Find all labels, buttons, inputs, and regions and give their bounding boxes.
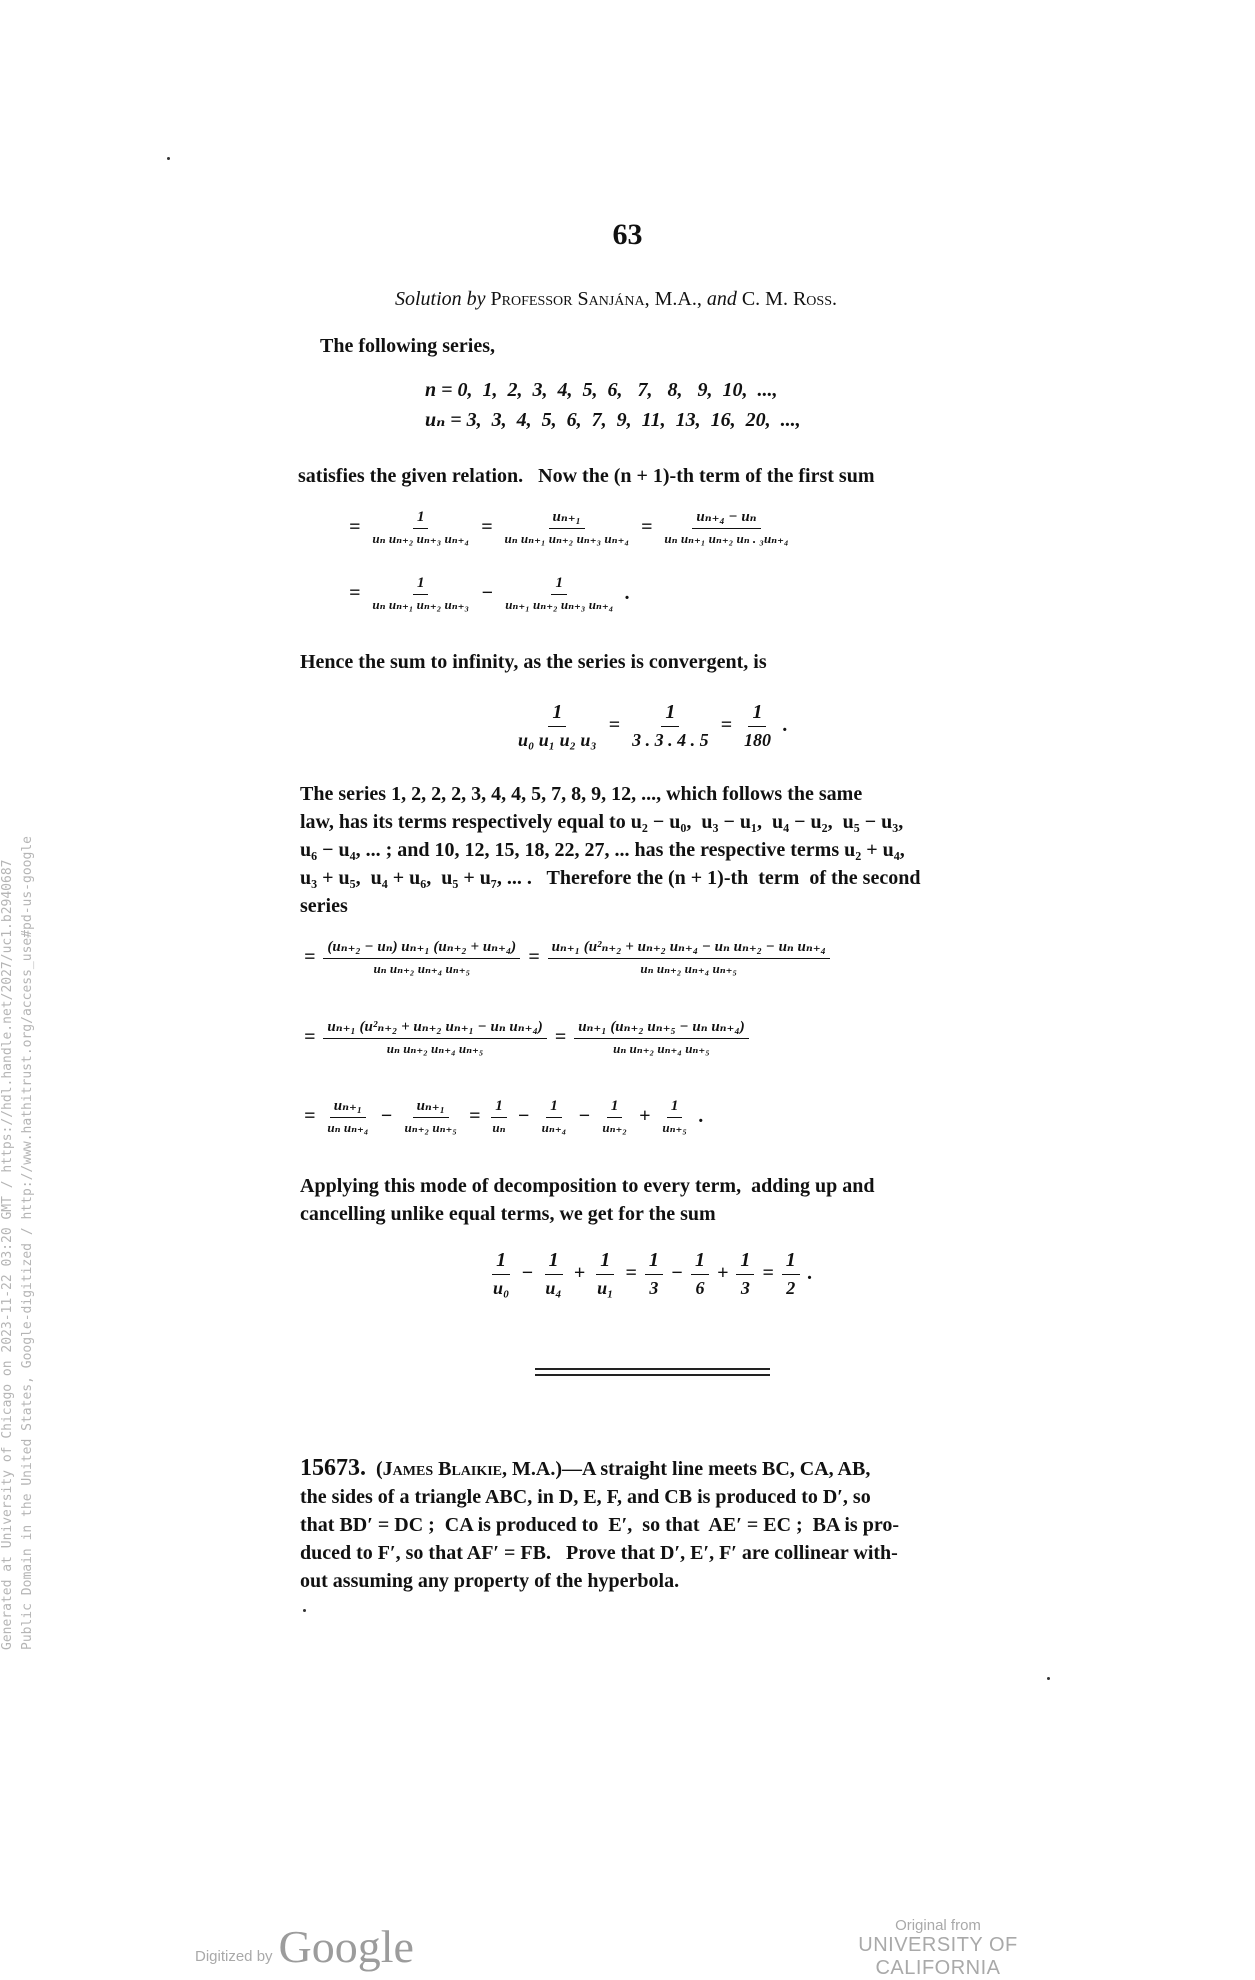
eq2-fraction-3: $\frac{1}{180}$ [743, 701, 771, 750]
paragraph-4-line: Applying this mode of decomposition to every term, adding up and [300, 1175, 875, 1197]
eq4-fraction-f: $\frac{1}{3}$ [736, 1248, 754, 1299]
digitized-by-google [195, 1920, 414, 1973]
paragraph-3-line: law, has its terms respectively equal to u₂ − u₀, u₃ − u₁, u₄ − u₂, u₅ − u₃, [300, 811, 904, 833]
paragraph-4-line: cancelling unlike equal terms, we get for the sum [300, 1203, 716, 1225]
eq3-fraction-c: $\frac{\text{uₙ₊₁ (u²ₙ₊₂ + uₙ₊₂ uₙ₊₁ − uₙ uₙ₊₄)}}{\text{uₙ uₙ₊₂ uₙ₊₄ uₙ₊₅}}$ [323, 1018, 546, 1057]
eq3-fraction-g: $\frac{1}{\text{uₙ}}$ [492, 1098, 506, 1135]
series-u-row: uₙ = 3, 3, 4, 5, 6, 7, 9, 11, 13, 16, 20, ..., [425, 409, 801, 431]
solution-author-2: C. M. Ross. [741, 288, 837, 310]
hathitrust-watermark [0, 836, 38, 1650]
solution-byline [395, 288, 837, 311]
problem-line: the sides of a triangle ABC, in D, E, F, and CB is produced to D′, so [300, 1486, 871, 1508]
google-logo: Google [278, 1921, 414, 1972]
problem-author: (James Blaikie, M.A.) [376, 1458, 563, 1480]
eq3-fraction-j: $\frac{1}{\text{uₙ₊₅}}$ [662, 1098, 687, 1135]
problem-line: out assuming any property of the hyperbola. [300, 1570, 680, 1592]
original-from [800, 1917, 1076, 1980]
problem-number: 15673. [300, 1455, 366, 1481]
paragraph-4 [300, 1172, 1010, 1228]
paragraph-2: Hence the sum to infinity, as the series is convergent, is [300, 651, 767, 673]
problem-line: that BD′ = DC ; CA is produced to E′, so that AE′ = EC ; BA is pro- [300, 1514, 899, 1536]
eq2-fraction-2: $\frac{1}{3 . 3 . 4 . 5}$ [632, 701, 709, 750]
solution-and: and [706, 288, 737, 310]
eq1-fraction-2: $\frac{\text{uₙ₊₁}}{\text{uₙ uₙ₊₁ uₙ₊₂ uₙ₊₃ uₙ₊₄}}$ [504, 509, 629, 546]
separator-rule-bottom [535, 1374, 770, 1376]
eq4-fraction-c: $\frac{1}{\text{u₁}}$ [597, 1249, 614, 1298]
problem-first-line [300, 1454, 1010, 1483]
eq4-fraction-g: $\frac{1}{2}$ [782, 1248, 800, 1299]
equation-3-line-1: = $\frac{\text{(uₙ₊₂ − uₙ) uₙ₊₁ (uₙ₊₂ + uₙ₊₄)}}{\text{uₙ uₙ₊₂ uₙ₊₄ uₙ₊₅}}$ = $\frac{\text{uₙ₊₁ (u²ₙ₊₂ + uₙ₊₂ uₙ₊₄ − uₙ uₙ₊₂ − uₙ uₙ₊₄}}{\text{uₙ uₙ₊₂ uₙ₊₄ uₙ₊₅}}$ [300, 938, 834, 977]
solution-author-1: Professor Sanjána, M.A., [490, 288, 702, 310]
paragraph-3-line: The series 1, 2, 2, 2, 3, 4, 4, 5, 7, 8, 9, 12, ..., which follows the same [300, 783, 863, 805]
eq3-fraction-d: $\frac{\text{uₙ₊₁ (uₙ₊₂ uₙ₊₅ − uₙ uₙ₊₄)}}{\text{uₙ uₙ₊₂ uₙ₊₄ uₙ₊₅}}$ [574, 1018, 748, 1057]
paragraph-1: satisfies the given relation. Now the (n + 1)-th term of the first sum [298, 465, 875, 487]
eq4-fraction-e: $\frac{1}{6}$ [691, 1248, 709, 1299]
scan-speck [303, 1609, 306, 1612]
equation-1-line-1: = $\frac{1}{\text{uₙ uₙ₊₂ uₙ₊₃ uₙ₊₄}}$ = $\frac{\text{uₙ₊₁}}{\text{uₙ uₙ₊₁ uₙ₊₂ uₙ₊₃ uₙ₊₄}}$ = $\frac{\text{uₙ₊₄ − uₙ}}{\text{uₙ uₙ₊₁ uₙ₊₂ uₙ . ₃uₙ₊₄}}$ [345, 508, 797, 547]
equation-3-line-2: = $\frac{\text{uₙ₊₁ (u²ₙ₊₂ + uₙ₊₂ uₙ₊₁ − uₙ uₙ₊₄)}}{\text{uₙ uₙ₊₂ uₙ₊₄ uₙ₊₅}}$ = $\frac{\text{uₙ₊₁ (uₙ₊₂ uₙ₊₅ − uₙ uₙ₊₄)}}{\text{uₙ uₙ₊₂ uₙ₊₄ uₙ₊₅}}$ [300, 1018, 753, 1057]
eq1-fraction-3: $\frac{\text{uₙ₊₄ − uₙ}}{\text{uₙ uₙ₊₁ uₙ₊₂ uₙ . ₃uₙ₊₄}}$ [664, 509, 789, 546]
page-number: 63 [612, 218, 643, 251]
eq1-fraction-1: $\frac{1}{\text{uₙ uₙ₊₂ uₙ₊₃ uₙ₊₄}}$ [372, 509, 470, 546]
eq3-fraction-f: $\frac{\text{uₙ₊₁}}{\text{uₙ₊₂ uₙ₊₅}}$ [404, 1098, 457, 1135]
equation-4: $\frac{1}{\text{u₀}}$ − $\frac{1}{\text{u₄}}$ + $\frac{1}{\text{u₁}}$ = $\frac{1}{3}$ − $\frac{1}{6}$ + $\frac{1}{3}$ = $\frac{1}{2}$ . [485, 1248, 817, 1299]
eq1-fraction-4: $\frac{1}{\text{uₙ uₙ₊₁ uₙ₊₂ uₙ₊₃}}$ [372, 575, 470, 612]
eq4-fraction-a: $\frac{1}{\text{u₀}}$ [493, 1249, 510, 1298]
eq1-fraction-5: $\frac{1}{\text{uₙ₊₁ uₙ₊₂ uₙ₊₃ uₙ₊₄}}$ [505, 575, 614, 612]
eq3-fraction-h: $\frac{1}{\text{uₙ₊₄}}$ [541, 1098, 567, 1135]
intro-text: The following series, [320, 335, 495, 357]
eq4-fraction-b: $\frac{1}{\text{u₄}}$ [545, 1249, 562, 1298]
eq3-fraction-b: $\frac{\text{uₙ₊₁ (u²ₙ₊₂ + uₙ₊₂ uₙ₊₄ − uₙ uₙ₊₂ − uₙ uₙ₊₄}}{\text{uₙ uₙ₊₂ uₙ₊₄ uₙ₊₅}}$ [548, 938, 830, 977]
eq3-fraction-i: $\frac{1}{\text{uₙ₊₂}}$ [602, 1098, 627, 1135]
eq3-fraction-e: $\frac{\text{uₙ₊₁}}{\text{uₙ uₙ₊₄}}$ [327, 1098, 369, 1135]
watermark-line-2: Public Domain in the United States, Google-digitized / http://www.hathitrust.org/access_use#pd-us-google [20, 836, 35, 1650]
paragraph-3 [300, 780, 1010, 920]
equation-1-line-2: = $\frac{1}{\text{uₙ uₙ₊₁ uₙ₊₂ uₙ₊₃}}$ − $\frac{1}{\text{uₙ₊₁ uₙ₊₂ uₙ₊₃ uₙ₊₄}}$ . [349, 575, 631, 612]
scan-speck [167, 157, 170, 160]
series-n-row: n = 0, 1, 2, 3, 4, 5, 6, 7, 8, 9, 10, ..., [425, 379, 778, 401]
paragraph-3-line: u₃ + u₅, u₄ + u₆, u₅ + u₇, ... . Therefore the (n + 1)-th term of the second [300, 867, 921, 889]
equation-2: $\frac{1}{\text{u₀ u₁ u₂ u₃}}$ = $\frac{1}{3 . 3 . 4 . 5}$ = $\frac{1}{180}$ . [510, 700, 792, 751]
paragraph-3-line: series [300, 895, 348, 917]
eq2-fraction-1: $\frac{1}{\text{u₀ u₁ u₂ u₃}}$ [518, 701, 597, 750]
original-from-label: Original from [895, 1917, 981, 1934]
equation-3-line-3: = $\frac{\text{uₙ₊₁}}{\text{uₙ uₙ₊₄}}$ − $\frac{\text{uₙ₊₁}}{\text{uₙ₊₂ uₙ₊₅}}$ = $\frac{1}{\text{uₙ}}$ − $\frac{1}{\text{uₙ₊₄}}$ − $\frac{1}{\text{uₙ₊₂}}$ + $\frac{1}{\text{uₙ₊₅}}$ . [304, 1098, 704, 1135]
separator-rule-top [535, 1368, 770, 1370]
paragraph-3-line: u₆ − u₄, ... ; and 10, 12, 15, 18, 22, 27, ... has the respective terms u₂ + u₄, [300, 839, 905, 861]
digitized-by-label: Digitized by [195, 1948, 273, 1965]
problem-15673 [300, 1454, 1010, 1595]
solution-lead: Solution by [395, 288, 486, 310]
institution-name: UNIVERSITY OF CALIFORNIA [858, 1934, 1018, 1979]
eq4-fraction-d: $\frac{1}{3}$ [645, 1248, 663, 1299]
problem-line: duced to F′, so that AF′ = FB. Prove that D′, E′, F′ are collinear with- [300, 1542, 898, 1564]
eq3-fraction-a: $\frac{\text{(uₙ₊₂ − uₙ) uₙ₊₁ (uₙ₊₂ + uₙ₊₄)}}{\text{uₙ uₙ₊₂ uₙ₊₄ uₙ₊₅}}$ [323, 938, 520, 977]
watermark-line-1: Generated at University of Chicago on 2023-11-22 03:20 GMT / https://hdl.handle.net/2027/uc1.b2940687 [0, 859, 15, 1650]
scan-speck [1047, 1677, 1050, 1680]
problem-line: —A straight line meets BC, CA, AB, [562, 1458, 871, 1480]
